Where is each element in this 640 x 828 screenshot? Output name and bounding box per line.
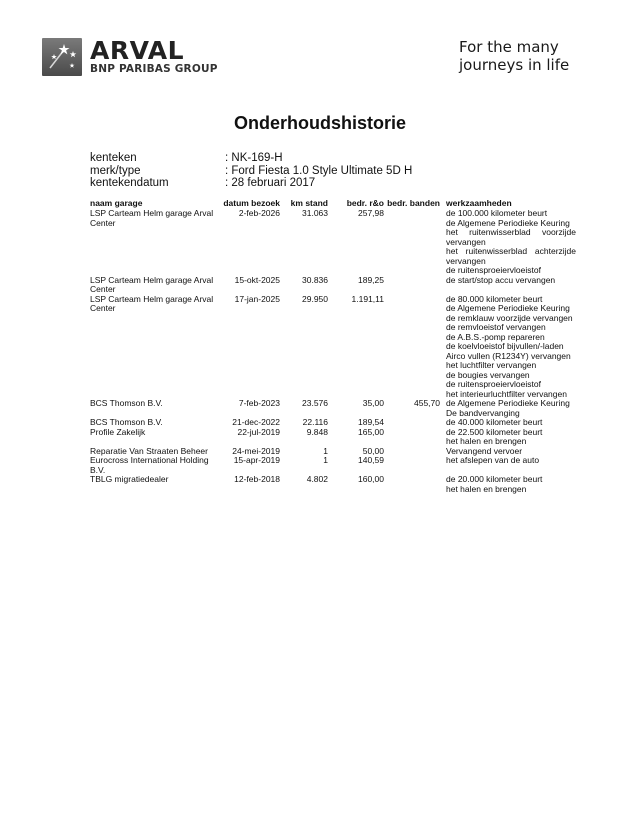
cell-ro: 50,00 (362, 445, 384, 456)
cell-garage (90, 295, 225, 314)
cell-km: 1 (323, 445, 328, 456)
werk-line: de start/stop accu vervangen (446, 274, 556, 285)
header-date: datum bezoek (223, 198, 280, 208)
maintenance-table (0, 199, 640, 494)
cell-date: 15-okt-2025 (234, 274, 280, 285)
werk-line: het halen en brengen (446, 483, 527, 494)
werk-line: het afslepen van de auto (446, 455, 540, 465)
cell-ro: 140,59 (358, 455, 384, 465)
table-row (0, 428, 640, 447)
cell-werkzaamheden (446, 456, 576, 466)
werk-line: het halen en brengen (446, 436, 527, 446)
cell-ro: 35,00 (362, 398, 384, 408)
werk-line: de Algemene Periodieke Keuring (446, 303, 570, 313)
werk-line: de 22.500 kilometer beurt (446, 426, 543, 437)
vehicle-label: kenteken (90, 152, 137, 164)
vehicle-label: kentekendatum (90, 177, 169, 189)
cell-werkzaamheden (446, 295, 576, 400)
cell-date: 24-mei-2019 (232, 445, 280, 456)
cell-km: 29.950 (302, 293, 328, 304)
vehicle-value: : Ford Fiesta 1.0 Style Ultimate 5D H (225, 164, 413, 177)
garage-line: Reparatie Van Straaten Beheer (90, 445, 208, 456)
cell-werkzaamheden (446, 276, 576, 286)
garage-line: LSP Carteam Helm garage Arval (90, 293, 214, 304)
cell-garage (90, 475, 225, 485)
cell-ro: 165,00 (358, 426, 384, 437)
cell-ro: 257,98 (358, 208, 384, 218)
werk-line: de koelvloeistof bijvullen/-laden (446, 341, 564, 351)
table-row (0, 456, 640, 475)
table-row (0, 399, 640, 418)
header-ro: bedr. r&o (346, 198, 384, 208)
cell-km: 1 (323, 455, 328, 465)
cell-date: 12-feb-2018 (234, 474, 280, 484)
garage-line: BCS Thomson B.V. (90, 417, 163, 427)
werk-line: De bandvervanging (446, 407, 520, 418)
table-body (0, 209, 640, 494)
garage-line: Center (90, 303, 116, 313)
werk-line: de bougies vervangen (446, 369, 530, 380)
werk-line: Airco vullen (R1234Y) vervangen (446, 350, 571, 361)
cell-date: 2-feb-2026 (238, 208, 280, 218)
garage-line: TBLG migratiedealer (90, 474, 169, 484)
werk-line: Vervangend vervoer (446, 445, 523, 456)
werk-line: de 40.000 kilometer beurt (446, 417, 543, 427)
table-row (0, 295, 640, 400)
werk-line: het ruitenwisserblad achterzijde (446, 246, 576, 256)
vehicle-value: : 28 februari 2017 (225, 177, 316, 189)
werk-line: de ruitensproeiervloeistof (446, 379, 541, 389)
cell-date: 17-jan-2025 (234, 293, 280, 304)
brand-name: ARVAL (90, 36, 185, 65)
cell-garage (90, 276, 225, 295)
arval-logo-icon (42, 38, 82, 76)
cell-ro: 189,54 (358, 417, 384, 427)
cell-band: 455,70 (414, 398, 440, 408)
cell-km: 22.116 (302, 417, 328, 427)
werk-line: vervangen (446, 236, 486, 247)
header-garage: naam garage (90, 198, 143, 208)
werk-line: de A.B.S.-pomp repareren (446, 331, 545, 342)
cell-garage (90, 209, 225, 228)
header-km: km stand (290, 198, 328, 208)
table-row (0, 475, 640, 494)
cell-ro: 1.191,11 (351, 293, 384, 304)
werk-line: de 100.000 kilometer beurt (446, 208, 548, 218)
garage-line: BCS Thomson B.V. (90, 398, 163, 408)
werk-line: de ruitensproeiervloeistof (446, 265, 541, 275)
werk-line: de Algemene Periodieke Keuring (446, 217, 570, 228)
cell-km: 30.836 (302, 274, 328, 285)
garage-line: LSP Carteam Helm garage Arval (90, 274, 214, 285)
garage-line: LSP Carteam Helm garage Arval (90, 208, 214, 218)
werk-line: het luchtfilter vervangen (446, 360, 537, 370)
cell-date: 22-jul-2019 (237, 426, 280, 437)
cell-km: 23.576 (302, 398, 328, 408)
werk-line: de 80.000 kilometer beurt (446, 293, 543, 304)
werk-line: de 20.000 kilometer beurt (446, 474, 543, 484)
werk-line: het interieurluchtfilter vervangen (446, 388, 567, 399)
vehicle-value: : NK-169-H (225, 152, 283, 164)
cell-garage (90, 428, 225, 438)
garage-line: B.V. (90, 464, 106, 475)
header-werk: werkzaamheden (446, 198, 512, 208)
table-row (0, 276, 640, 295)
cell-km: 31.063 (302, 208, 328, 218)
cell-werkzaamheden (446, 428, 576, 447)
garage-line: Center (90, 217, 116, 228)
tagline-line: journeys in life (459, 56, 570, 74)
cell-garage (90, 399, 225, 409)
garage-line: Profile Zakelijk (90, 426, 146, 437)
werk-line: de Algemene Periodieke Keuring (446, 398, 570, 408)
werk-line: het ruitenwisserblad voorzijde (446, 227, 576, 237)
table-row (0, 209, 640, 276)
page-title: Onderhoudshistorie (233, 113, 406, 133)
cell-date: 21-dec-2022 (232, 417, 280, 427)
cell-werkzaamheden (446, 399, 576, 418)
tagline (459, 38, 579, 74)
werk-line: de remvloeistof vervangen (446, 322, 546, 332)
cell-werkzaamheden (446, 475, 576, 494)
cell-km: 4.802 (306, 474, 328, 484)
vehicle-label: merk/type (90, 164, 141, 177)
cell-date: 15-apr-2019 (233, 455, 280, 465)
tagline-line: For the many (459, 38, 559, 56)
garage-line: Center (90, 284, 116, 294)
cell-ro: 160,00 (358, 474, 384, 484)
cell-date: 7-feb-2023 (238, 398, 280, 408)
brand-group: BNP PARIBAS GROUP (90, 63, 218, 75)
stars-icon (42, 38, 82, 76)
cell-garage (90, 456, 225, 475)
werk-line: vervangen (446, 255, 486, 266)
header-band: bedr. banden (387, 198, 440, 208)
cell-ro: 189,25 (358, 274, 384, 285)
werk-line: de remklauw voorzijde vervangen (446, 312, 573, 323)
garage-line: Eurocross International Holding (90, 455, 209, 465)
cell-werkzaamheden (446, 209, 576, 276)
cell-km: 9.848 (306, 426, 328, 437)
